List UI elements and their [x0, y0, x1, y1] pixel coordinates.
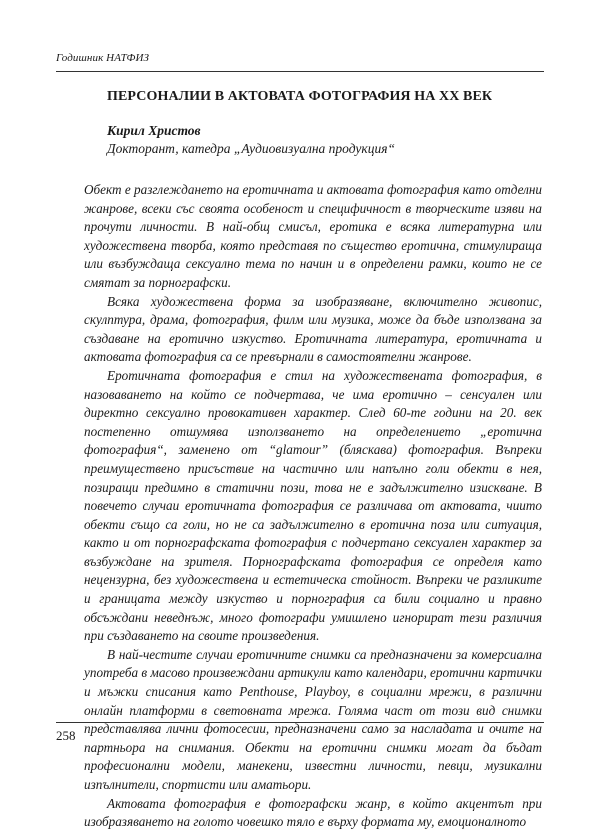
- running-header: Годишник НАТФИЗ: [56, 52, 150, 64]
- article-body: [84, 181, 542, 832]
- article-title: ПЕРСОНАЛИИ В АКТОВАТА ФОТОГРАФИЯ НА ХХ ВЕК: [107, 89, 493, 104]
- body-paragraph: Всяка художествена форма за изобразяване, включително живопис, скулптура, драма, фотография, филм или музика, може да бъде използвана за създаване на еротично изкуство. Еротичната литература, еротичната и актовата фотография са се превърнали в самостоятелни жанрове.: [84, 293, 542, 365]
- author-affiliation: Докторант, катедра „Аудиовизуална продукция“: [107, 141, 395, 156]
- header-divider: [56, 71, 544, 72]
- page-number: 258: [56, 728, 76, 743]
- body-paragraph: Обект е разглеждането на еротичната и актовата фотография като отделни жанрове, всеки със своята особеност и специфичност в творческите изяви на прочути личности. В най-общ смисъл, еротика е всяка литературна или художествена творба, която представя по същество еротична, стимулираща или възбуждаща сексуално тема по начин и в определени рамки, които не се смятат за порнографски.: [84, 182, 542, 290]
- body-paragraph: Еротичната фотография е стил на художествената фотография, в назоваването на който се подчертава, че има еротично – сенсуален или директно сексуално провокативен характер. След 60-те години на 20. век постепенно отшумява използването на определението „еротична фотография“, заменено от “glamour” (бляскава) фотография. Въпреки преимуществено присъствие на частично или напълно голи обекти в нея, позиращи предимно в статични пози, това не е задължително изискване. В повечето случаи еротичната фотография се различава от актовата, чиито обекти също са голи, но не са задължително в еротична поза или ситуация, както и от порнографската фотография с подчертано сексуален характер за възбуждане на зрителя. Порнографската фотография се определя като нецензурна, без художествена и естетическа стойност. Въпреки че разликите и границата между изкуство и порнография са били социално и правно обсъждани неведнъж, много фотографи умишлено игнорират тези различия при създаването на своите произведения.: [84, 367, 542, 644]
- footer-divider: [56, 722, 544, 723]
- body-paragraph: В най-честите случаи еротичните снимки са предназначени за комерсиална употреба в масово произвеждани артикули като календари, еротични картички и мъжки списания като Penthouse, Playboy, в социални мрежи, в различни онлайн платформи в световната мрежа. Голяма част от този вид снимки представлява лични фотосесии, предназначени само за насладата и очите на партньора на снимания. Обекти на еротични снимки могат да бъдат професионални модели, манекени, известни личности, певци, музикални изпълнители, спортисти или аматьори.: [84, 646, 542, 792]
- body-paragraph: Актовата фотография е фотографски жанр, в който акцентът при изобразяването на голото човешко тяло е върху формата му, емоционалното: [84, 795, 542, 830]
- author-name: Кирил Христов: [107, 123, 201, 138]
